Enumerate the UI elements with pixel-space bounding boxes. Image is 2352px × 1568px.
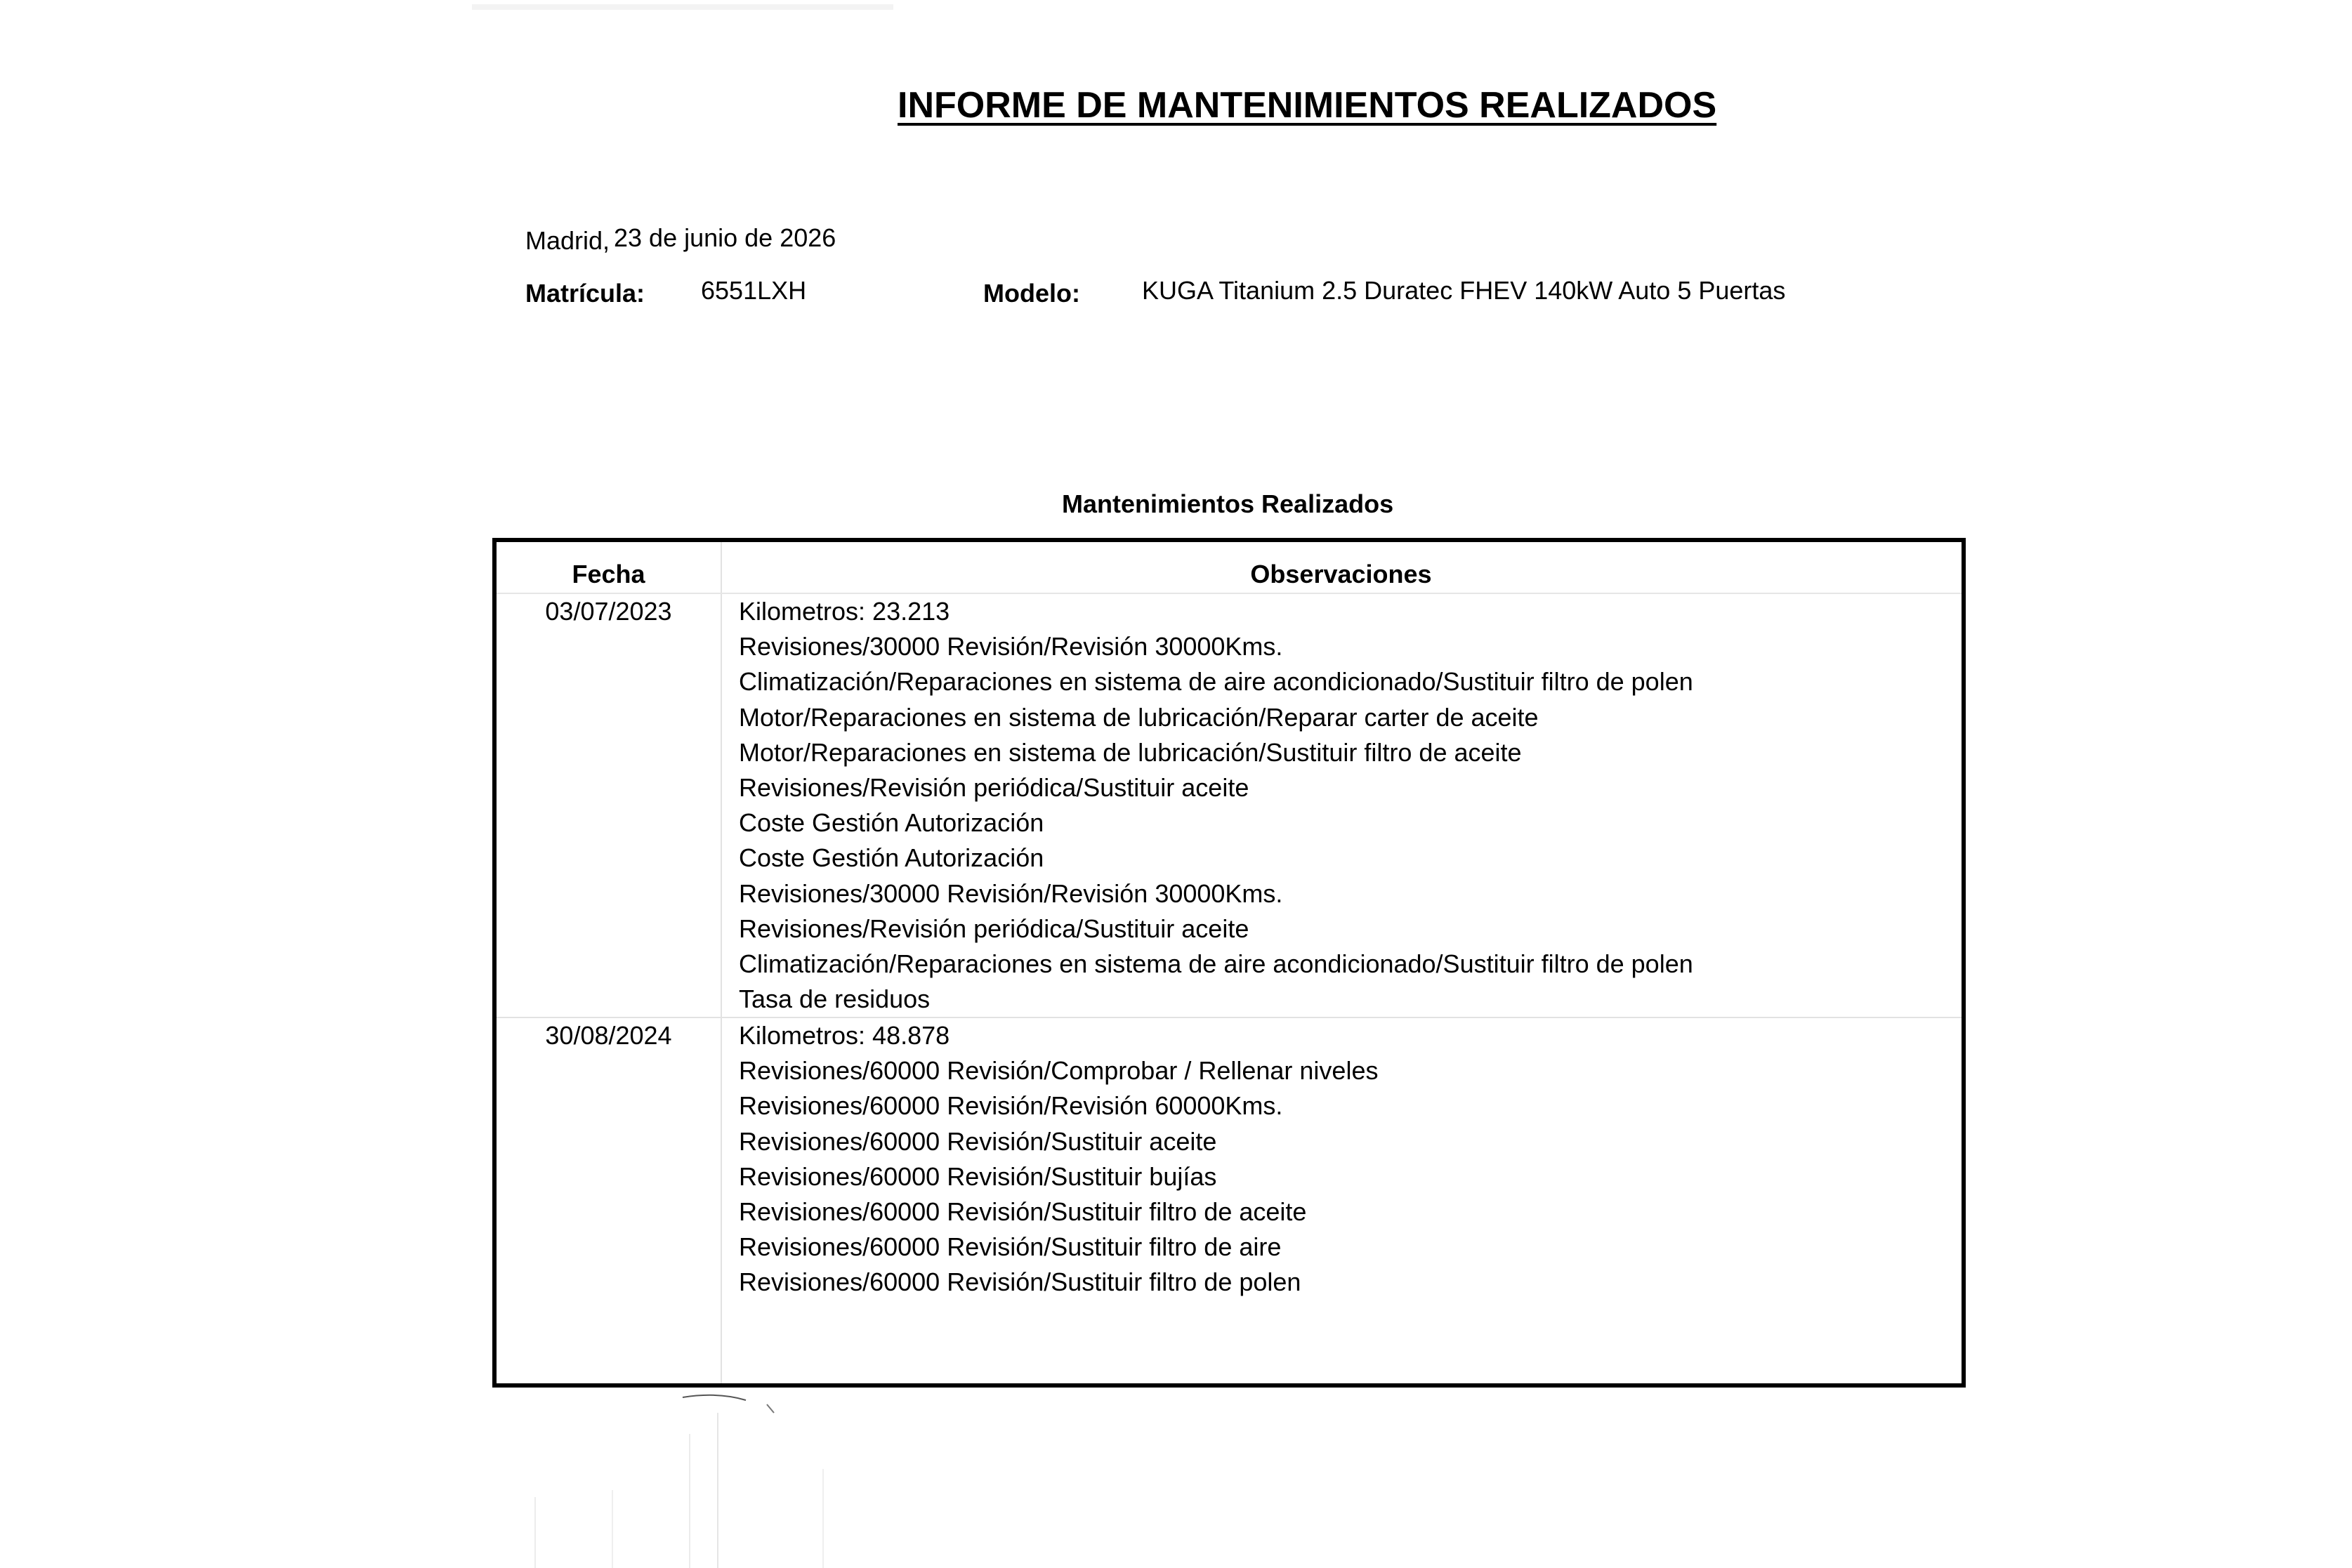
observation-line: Revisiones/60000 Revisión/Sustituir filtro de aire: [739, 1232, 1282, 1262]
model-label: Modelo:: [983, 279, 1080, 308]
column-divider: [721, 542, 722, 1383]
observation-line: Motor/Reparaciones en sistema de lubricación/Sustituir filtro de aceite: [739, 737, 1522, 767]
entry-observations: [739, 594, 1947, 1017]
model-value: KUGA Titanium 2.5 Duratec FHEV 140kW Auto 5 Puertas: [1142, 276, 1786, 305]
report-date: 23 de junio de 2026: [614, 223, 836, 252]
scan-artifact: [507, 1392, 886, 1568]
observation-line: Revisiones/60000 Revisión/Revisión 60000Kms.: [739, 1091, 1283, 1121]
maintenance-table: [492, 538, 1966, 1388]
observation-line: Revisiones/60000 Revisión/Comprobar / Rellenar niveles: [739, 1056, 1379, 1086]
observation-line: Coste Gestión Autorización: [739, 843, 1044, 873]
entry-date: 30/08/2024: [545, 1021, 672, 1050]
observation-line: Revisiones/30000 Revisión/Revisión 30000Kms.: [739, 632, 1283, 661]
observation-line: Coste Gestión Autorización: [739, 808, 1044, 838]
observation-line: Revisiones/Revisión periódica/Sustituir aceite: [739, 772, 1249, 802]
observation-line: Motor/Reparaciones en sistema de lubricación/Reparar carter de aceite: [739, 702, 1539, 732]
observation-line: Revisiones/30000 Revisión/Revisión 30000Kms.: [739, 878, 1283, 908]
report-place: Madrid,: [525, 226, 610, 255]
observation-line: Kilometros: 48.878: [739, 1021, 950, 1050]
observation-line: Climatización/Reparaciones en sistema de aire acondicionado/Sustituir filtro de polen: [739, 667, 1693, 697]
observation-line: Revisiones/60000 Revisión/Sustituir filtro de polen: [739, 1267, 1301, 1297]
column-header-date: Fecha: [572, 560, 645, 588]
observation-line: Kilometros: 23.213: [739, 597, 950, 626]
observation-line: Revisiones/60000 Revisión/Sustituir aceite: [739, 1126, 1217, 1156]
observation-line: Tasa de residuos: [739, 984, 931, 1014]
observation-line: Revisiones/60000 Revisión/Sustituir bujías: [739, 1161, 1217, 1191]
plate-value: 6551LXH: [701, 276, 807, 305]
section-title: Mantenimientos Realizados: [1062, 489, 1394, 518]
entry-date: 03/07/2023: [545, 597, 672, 626]
observation-line: Revisiones/60000 Revisión/Sustituir filtro de aceite: [739, 1197, 1307, 1226]
plate-label: Matrícula:: [525, 279, 645, 308]
column-header-observations: Observaciones: [1250, 560, 1432, 588]
observation-line: Climatización/Reparaciones en sistema de aire acondicionado/Sustituir filtro de polen: [739, 949, 1693, 978]
scan-edge-artifact: [472, 4, 893, 10]
observation-line: Revisiones/Revisión periódica/Sustituir aceite: [739, 914, 1249, 943]
report-title: INFORME DE MANTENIMIENTOS REALIZADOS: [898, 85, 1717, 126]
entry-observations: [739, 1018, 1947, 1300]
